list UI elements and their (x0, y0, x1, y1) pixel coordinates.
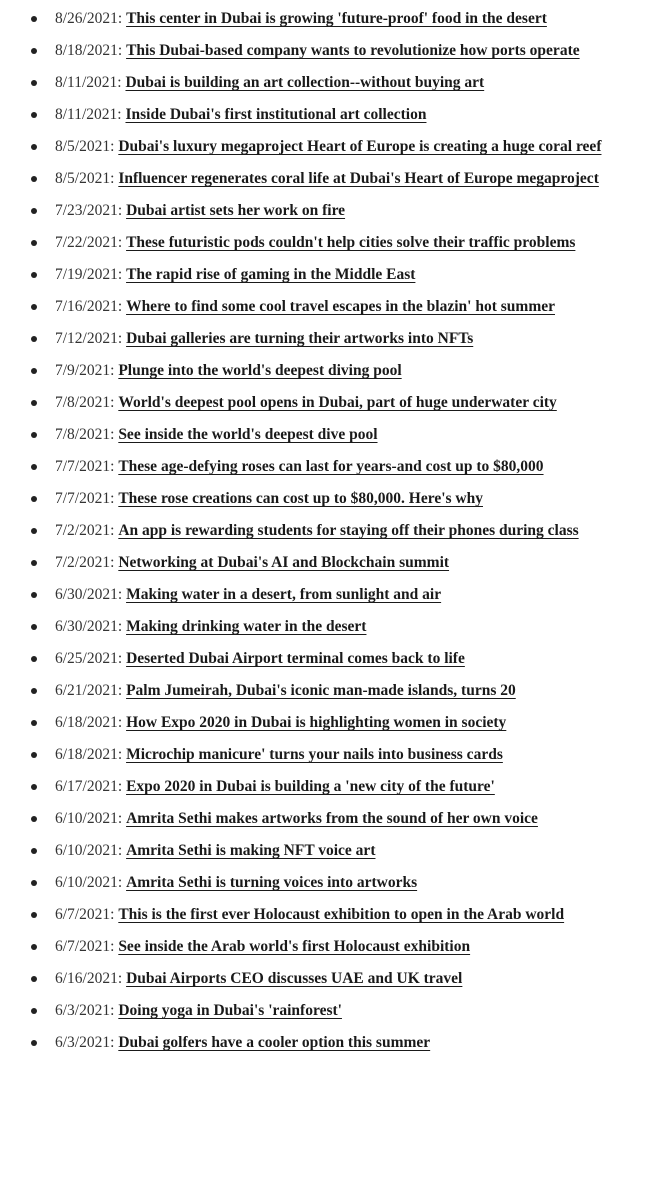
article-link[interactable]: Dubai Airports CEO discusses UAE and UK travel (126, 970, 463, 987)
bullet-icon (31, 48, 37, 54)
article-link[interactable]: An app is rewarding students for staying off their phones during class (118, 522, 579, 539)
bullet-icon (31, 1008, 37, 1014)
list-item (0, 230, 642, 256)
article-link[interactable]: This Dubai-based company wants to revolutionize how ports operate (126, 42, 580, 59)
date-separator: : (117, 810, 127, 827)
date-separator: : (110, 906, 119, 923)
date-separator: : (110, 1002, 119, 1019)
list-item (0, 582, 642, 608)
article-link[interactable]: Dubai is building an art collection--without buying art (125, 74, 485, 91)
bullet-icon (31, 816, 37, 822)
article-date: 8/11/2021 (55, 106, 118, 123)
article-link[interactable]: Expo 2020 in Dubai is building a 'new city of the future' (126, 778, 495, 795)
date-separator: : (110, 362, 119, 379)
article-date: 7/8/2021 (55, 426, 111, 443)
date-separator: : (110, 938, 119, 955)
article-link[interactable]: Amrita Sethi is making NFT voice art (126, 842, 376, 859)
date-separator: : (110, 170, 119, 187)
article-link[interactable]: Amrita Sethi is turning voices into artworks (126, 874, 418, 891)
article-link[interactable]: Making drinking water in the desert (126, 618, 367, 635)
article-date: 7/2/2021 (55, 522, 111, 539)
list-item (0, 998, 642, 1024)
bullet-icon (31, 16, 37, 22)
list-item (0, 518, 642, 544)
article-date: 7/7/2021 (55, 458, 111, 475)
bullet-icon (31, 592, 37, 598)
article-link[interactable]: Dubai's luxury megaproject Heart of Europe is creating a huge coral reef (118, 138, 602, 155)
article-date: 8/18/2021 (55, 42, 118, 59)
list-item (0, 902, 642, 928)
date-separator: : (117, 970, 127, 987)
bullet-icon (31, 432, 37, 438)
bullet-icon (31, 912, 37, 918)
article-date: 7/9/2021 (55, 362, 111, 379)
date-separator: : (117, 682, 127, 699)
date-separator: : (117, 266, 127, 283)
article-link[interactable]: Dubai galleries are turning their artworks into NFTs (126, 330, 474, 347)
article-link[interactable]: Inside Dubai's first institutional art collection (125, 106, 427, 123)
date-separator: : (110, 522, 119, 539)
bullet-icon (31, 304, 37, 310)
bullet-icon (31, 976, 37, 982)
article-link[interactable]: See inside the Arab world's first Holocaust exhibition (118, 938, 471, 955)
date-separator: : (117, 10, 127, 27)
bullet-icon (31, 144, 37, 150)
list-item (0, 6, 642, 32)
bullet-icon (31, 880, 37, 886)
list-item (0, 1030, 642, 1056)
article-link[interactable]: Making water in a desert, from sunlight and air (126, 586, 442, 603)
date-separator: : (117, 650, 127, 667)
article-link[interactable]: Doing yoga in Dubai's 'rainforest' (118, 1002, 342, 1019)
date-separator: : (117, 234, 127, 251)
list-item (0, 710, 642, 736)
article-link[interactable]: Dubai artist sets her work on fire (126, 202, 346, 219)
date-separator: : (117, 618, 127, 635)
article-link[interactable]: Where to find some cool travel escapes in the blazin' hot summer (126, 298, 555, 315)
bullet-icon (31, 1040, 37, 1046)
date-separator: : (117, 842, 127, 859)
bullet-icon (31, 688, 37, 694)
article-date: 6/7/2021 (55, 906, 111, 923)
article-link[interactable]: World's deepest pool opens in Dubai, part of huge underwater city (118, 394, 557, 411)
article-link[interactable]: Networking at Dubai's AI and Blockchain summit (118, 554, 450, 571)
bullet-icon (31, 560, 37, 566)
date-separator: : (117, 586, 127, 603)
bullet-icon (31, 784, 37, 790)
date-separator: : (117, 714, 127, 731)
article-date: 8/5/2021 (55, 170, 111, 187)
date-separator: : (110, 394, 119, 411)
article-date: 7/2/2021 (55, 554, 111, 571)
bullet-icon (31, 656, 37, 662)
article-date: 7/8/2021 (55, 394, 111, 411)
list-item (0, 326, 642, 352)
list-item (0, 262, 642, 288)
list-item (0, 774, 642, 800)
article-date: 7/19/2021 (55, 266, 118, 283)
article-date: 6/10/2021 (55, 842, 118, 859)
article-date: 6/3/2021 (55, 1034, 111, 1051)
date-separator: : (117, 874, 127, 891)
date-separator: : (117, 202, 127, 219)
list-item (0, 838, 642, 864)
article-date: 6/10/2021 (55, 874, 118, 891)
list-item (0, 806, 642, 832)
article-link[interactable]: How Expo 2020 in Dubai is highlighting women in society (126, 714, 507, 731)
list-item (0, 934, 642, 960)
list-item (0, 742, 642, 768)
bullet-icon (31, 336, 37, 342)
bullet-icon (31, 624, 37, 630)
article-date: 6/18/2021 (55, 746, 118, 763)
bullet-icon (31, 112, 37, 118)
bullet-icon (31, 944, 37, 950)
article-date: 7/16/2021 (55, 298, 118, 315)
article-date: 8/11/2021 (55, 74, 118, 91)
list-item (0, 422, 642, 448)
list-item (0, 294, 642, 320)
date-separator: : (117, 778, 127, 795)
bullet-icon (31, 720, 37, 726)
list-item (0, 198, 642, 224)
article-date: 6/30/2021 (55, 586, 118, 603)
article-link[interactable]: This center in Dubai is growing 'future-proof' food in the desert (126, 10, 547, 27)
article-date: 8/5/2021 (55, 138, 111, 155)
article-date: 7/22/2021 (55, 234, 118, 251)
list-item (0, 870, 642, 896)
bullet-icon (31, 176, 37, 182)
list-item (0, 390, 642, 416)
article-date: 6/21/2021 (55, 682, 118, 699)
date-separator: : (110, 554, 119, 571)
bullet-icon (31, 464, 37, 470)
date-separator: : (110, 426, 119, 443)
article-link[interactable]: Dubai golfers have a cooler option this summer (118, 1034, 431, 1051)
article-link[interactable]: Plunge into the world's deepest diving pool (118, 362, 402, 379)
article-date: 6/7/2021 (55, 938, 111, 955)
article-date: 6/16/2021 (55, 970, 118, 987)
bullet-icon (31, 752, 37, 758)
bullet-icon (31, 208, 37, 214)
article-date: 7/23/2021 (55, 202, 118, 219)
bullet-icon (31, 240, 37, 246)
article-date: 8/26/2021 (55, 10, 118, 27)
date-separator: : (117, 330, 127, 347)
date-separator: : (110, 138, 119, 155)
list-item (0, 134, 642, 160)
list-item (0, 966, 642, 992)
date-separator: : (117, 74, 126, 91)
list-item (0, 486, 642, 512)
article-link[interactable]: The rapid rise of gaming in the Middle East (126, 266, 416, 283)
list-item (0, 102, 642, 128)
date-separator: : (110, 1034, 119, 1051)
list-item (0, 166, 642, 192)
article-link[interactable]: These rose creations can cost up to $80,000. Here's why (118, 490, 483, 507)
article-date: 6/17/2021 (55, 778, 118, 795)
bullet-icon (31, 496, 37, 502)
article-link[interactable]: This is the first ever Holocaust exhibition to open in the Arab world (118, 906, 565, 923)
article-link[interactable]: Influencer regenerates coral life at Dubai's Heart of Europe megaproject (118, 170, 599, 187)
article-date: 7/12/2021 (55, 330, 118, 347)
article-date: 6/18/2021 (55, 714, 118, 731)
list-item (0, 70, 642, 96)
article-link[interactable]: Deserted Dubai Airport terminal comes back to life (126, 650, 465, 667)
article-link[interactable]: These futuristic pods couldn't help cities solve their traffic problems (126, 234, 576, 251)
list-item (0, 678, 642, 704)
article-date: 6/10/2021 (55, 810, 118, 827)
article-link[interactable]: Palm Jumeirah, Dubai's iconic man-made islands, turns 20 (126, 682, 516, 699)
date-separator: : (117, 746, 127, 763)
list-item (0, 550, 642, 576)
bullet-icon (31, 528, 37, 534)
article-link[interactable]: See inside the world's deepest dive pool (118, 426, 378, 443)
date-separator: : (110, 458, 119, 475)
list-item (0, 454, 642, 480)
article-link[interactable]: Microchip manicure' turns your nails into business cards (126, 746, 503, 763)
date-separator: : (117, 42, 127, 59)
article-link[interactable]: Amrita Sethi makes artworks from the sound of her own voice (126, 810, 538, 827)
list-item (0, 614, 642, 640)
article-date: 7/7/2021 (55, 490, 111, 507)
list-item (0, 358, 642, 384)
bullet-icon (31, 848, 37, 854)
bullet-icon (31, 80, 37, 86)
date-separator: : (117, 298, 127, 315)
article-link[interactable]: These age-defying roses can last for years-and cost up to $80,000 (118, 458, 544, 475)
bullet-icon (31, 272, 37, 278)
bullet-icon (31, 400, 37, 406)
bullet-icon (31, 368, 37, 374)
article-date: 6/25/2021 (55, 650, 118, 667)
date-separator: : (117, 106, 126, 123)
date-separator: : (110, 490, 119, 507)
article-date: 6/3/2021 (55, 1002, 111, 1019)
article-date: 6/30/2021 (55, 618, 118, 635)
list-item (0, 646, 642, 672)
list-item (0, 38, 642, 64)
